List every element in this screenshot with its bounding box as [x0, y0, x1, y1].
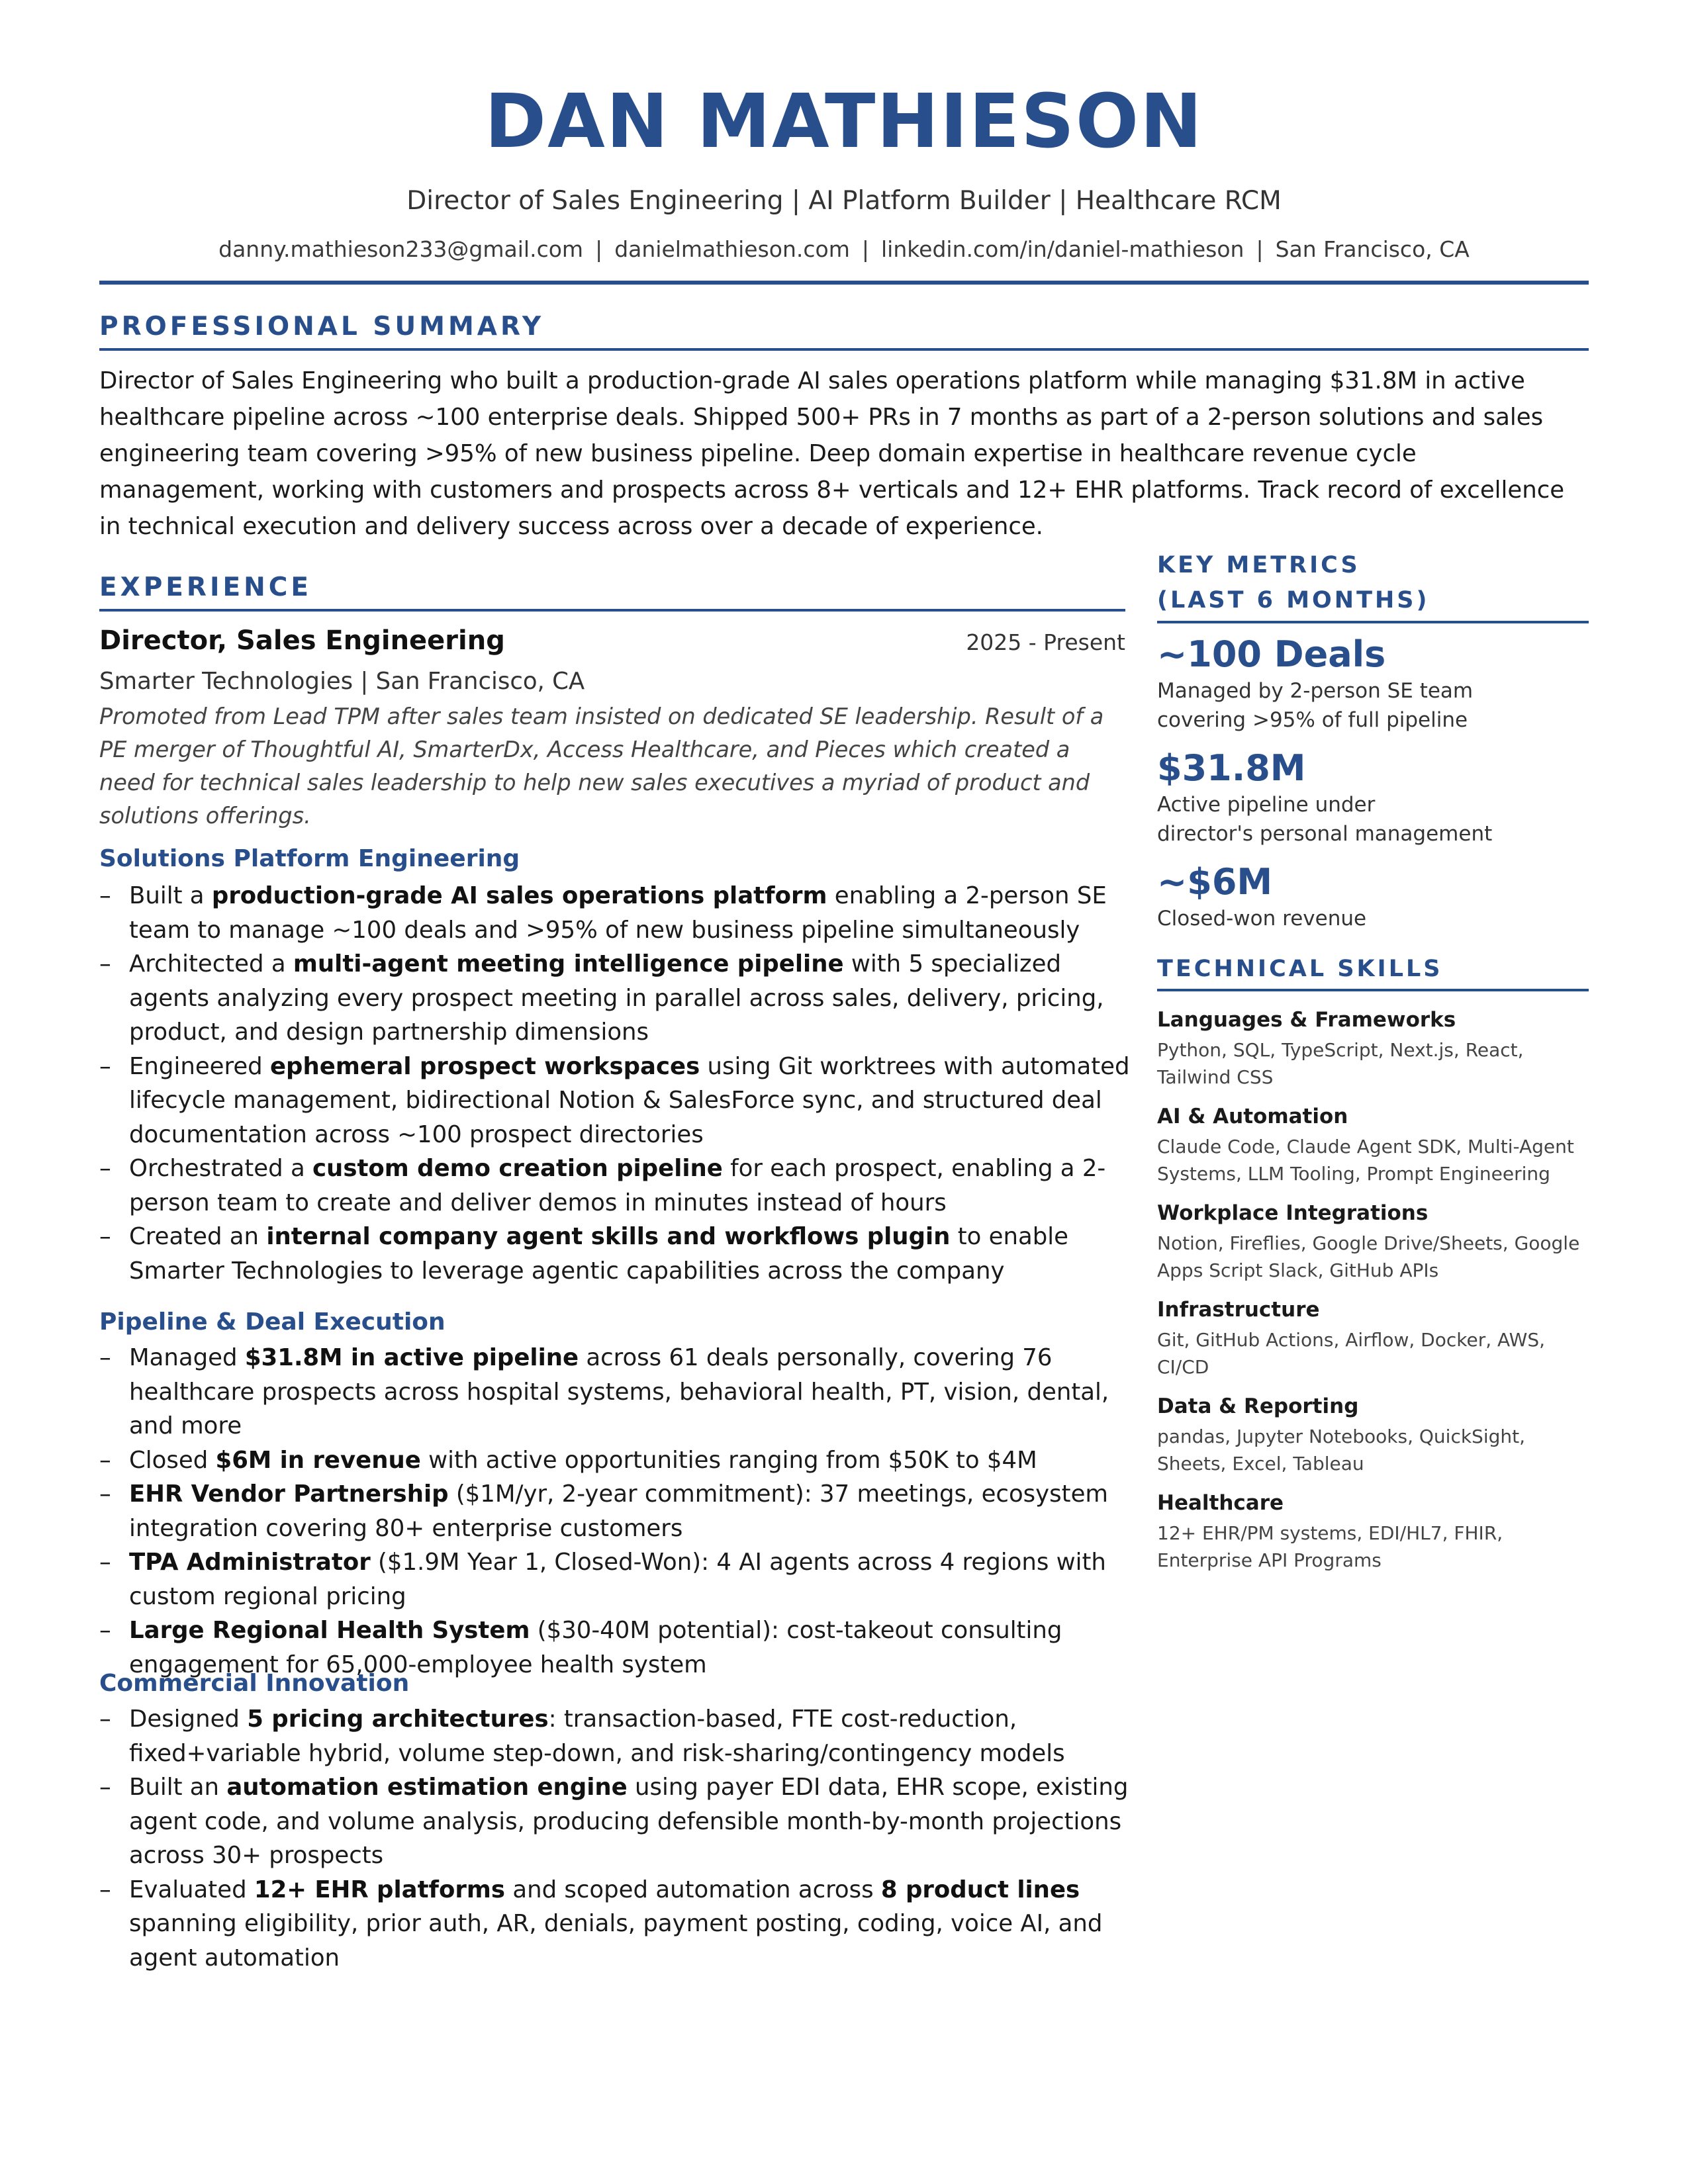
metrics-heading-line: KEY METRICS [1157, 552, 1360, 578]
dash-marker: – [99, 1480, 111, 1508]
list-item: – TPA Administrator ($1.9M Year 1, Closed-Won): 4 AI agents across 4 regions with custom regional pricing [99, 1545, 1132, 1614]
contact-line [0, 238, 1688, 260]
website-link[interactable]: danielmathieson.com [614, 236, 850, 262]
list-item: – EHR Vendor Partnership ($1M/yr, 2-year commitment): 37 meetings, ecosystem integration covering 80+ enterprise customers [99, 1477, 1132, 1545]
dash-marker: – [99, 1617, 111, 1644]
job-company: Smarter Technologies | San Francisco, CA [99, 668, 585, 695]
list-item: – Built a production-grade AI sales operations platform enabling a 2-person SE team to manage ~100 deals and >95% of new business pipeline simultaneously [99, 879, 1132, 947]
dash-marker: – [99, 1774, 111, 1801]
summary-text: Director of Sales Engineering who built a production-grade AI sales operations platform while managing $31.8M in active healthcare pipeline across ~100 enterprise deals. Shipped 500+ PRs in 7 months as part of a 2-person solutions and sales engineering team covering >95% of new business pipeline. Deep domain expertise in healthcare revenue cycle management, working with customers and prospects across 8+ verticals and 12+ EHR platforms. Track record of excellence in technical execution and delivery success across over a decade of experience. [99, 367, 1565, 540]
list-item: – Orchestrated a custom demo creation pipeline for each prospect, enabling a 2-person team to create and deliver demos in minutes instead of hours [99, 1152, 1132, 1220]
contact-separator: | [861, 236, 869, 262]
dash-marker: – [99, 1549, 111, 1576]
metrics-divider [1157, 621, 1589, 623]
metrics-heading-line: (LAST 6 MONTHS) [1157, 587, 1430, 614]
location-text: San Francisco, CA [1275, 236, 1470, 262]
dash-marker: – [99, 1052, 111, 1080]
dash-marker: – [99, 1446, 111, 1474]
candidate-name: DAN MATHIESON [485, 79, 1203, 165]
skills-divider [1157, 989, 1589, 991]
dash-marker: – [99, 1223, 111, 1250]
bullet-list [99, 1341, 1132, 1682]
dash-marker: – [99, 1155, 111, 1182]
experience-heading: EXPERIENCE [99, 572, 312, 602]
metrics-heading [1157, 548, 1429, 618]
subsection-heading: Solutions Platform Engineering [99, 845, 520, 872]
subsection-heading: Pipeline & Deal Execution [99, 1308, 445, 1336]
skill-list: Python, SQL, TypeScript, Next.js, React, Tailwind CSS [1157, 1039, 1524, 1088]
skills-heading: TECHNICAL SKILLS [1157, 956, 1443, 982]
skill-list: Notion, Fireflies, Google Drive/Sheets, Google Apps Script Slack, GitHub APIs [1157, 1232, 1580, 1281]
skill-category: AI & Automation [1157, 1105, 1348, 1128]
experience-divider [99, 609, 1125, 612]
skill-category: Languages & Frameworks [1157, 1008, 1456, 1032]
list-item: – Managed $31.8M in active pipeline across 61 deals personally, covering 76 healthcare prospects across hospital systems, behavioral health, PT, vision, dental, and more [99, 1341, 1132, 1443]
list-item: – Created an internal company agent skills and workflows plugin to enable Smarter Technologies to leverage agentic capabilities across the company [99, 1220, 1132, 1288]
list-item: – Designed 5 pricing architectures: transaction-based, FTE cost-reduction, fixed+variable hybrid, volume step-down, and risk-sharing/contingency models [99, 1702, 1132, 1770]
list-item: – Engineered ephemeral prospect workspaces using Git worktrees with automated lifecycle management, bidirectional Notion & SalesForce sync, and structured deal documentation across ~100 prospect directories [99, 1050, 1132, 1152]
list-item: – Evaluated 12+ EHR platforms and scoped automation across 8 product lines spanning eligibility, prior auth, AR, denials, payment posting, coding, voice AI, and agent automation [99, 1873, 1132, 1976]
skill-category: Workplace Integrations [1157, 1201, 1429, 1225]
job-dates: 2025 - Present [966, 629, 1125, 655]
skill-list: pandas, Jupyter Notebooks, QuickSight, Sheets, Excel, Tableau [1157, 1426, 1526, 1475]
skill-category: Infrastructure [1157, 1298, 1320, 1322]
job-title: Director, Sales Engineering [99, 625, 505, 656]
metric-value: ~100 Deals [1157, 633, 1386, 675]
skill-category: Healthcare [1157, 1491, 1284, 1515]
metric-value: ~$6M [1157, 861, 1273, 903]
subsection-heading: Commercial Innovation [99, 1670, 410, 1697]
contact-separator: | [1256, 236, 1264, 262]
header-divider [99, 281, 1589, 285]
skill-list: 12+ EHR/PM systems, EDI/HL7, FHIR, Enterprise API Programs [1157, 1522, 1503, 1571]
metric-description: Active pipeline under director's personal management [1157, 793, 1493, 846]
list-item: – Large Regional Health System ($30-40M potential): cost-takeout consulting engagement for 65,000-employee health system [99, 1614, 1132, 1682]
dash-marker: – [99, 1706, 111, 1733]
skill-category: Data & Reporting [1157, 1394, 1359, 1418]
skill-list: Git, GitHub Actions, Airflow, Docker, AWS, CI/CD [1157, 1329, 1546, 1378]
bullet-list [99, 1702, 1132, 1975]
summary-heading: PROFESSIONAL SUMMARY [99, 312, 545, 341]
list-item: – Closed $6M in revenue with active opportunities ranging from $50K to $4M [99, 1443, 1132, 1478]
dash-marker: – [99, 1344, 111, 1371]
email-link[interactable]: danny.mathieson233@gmail.com [218, 236, 584, 262]
linkedin-link[interactable]: linkedin.com/in/daniel-mathieson [881, 236, 1244, 262]
skill-list: Claude Code, Claude Agent SDK, Multi-Agent Systems, LLM Tooling, Prompt Engineering [1157, 1136, 1574, 1185]
job-note: Promoted from Lead TPM after sales team insisted on dedicated SE leadership. Result of a PE merger of Thoughtful AI, SmarterDx, Access Healthcare, and Pieces which created a need for technical sales leadership to help new sales executives a myriad of product and solutions offerings. [99, 704, 1104, 829]
metric-description: Closed-won revenue [1157, 907, 1367, 931]
dash-marker: – [99, 882, 111, 909]
dash-marker: – [99, 950, 111, 978]
candidate-tagline: Director of Sales Engineering | AI Platform Builder | Healthcare RCM [406, 186, 1282, 216]
metric-description: Managed by 2-person SE team covering >95% of full pipeline [1157, 679, 1474, 732]
metric-value: $31.8M [1157, 747, 1306, 789]
bullet-list [99, 879, 1132, 1288]
list-item: – Built an automation estimation engine using payer EDI data, EHR scope, existing agent code, and volume analysis, producing defensible month-by-month projections across 30+ prospects [99, 1770, 1132, 1873]
dash-marker: – [99, 1876, 111, 1903]
summary-divider [99, 348, 1589, 351]
list-item: – Architected a multi-agent meeting intelligence pipeline with 5 specialized agents analyzing every prospect meeting in parallel across sales, delivery, pricing, product, and design partnership dimensions [99, 947, 1132, 1050]
contact-separator: | [595, 236, 603, 262]
